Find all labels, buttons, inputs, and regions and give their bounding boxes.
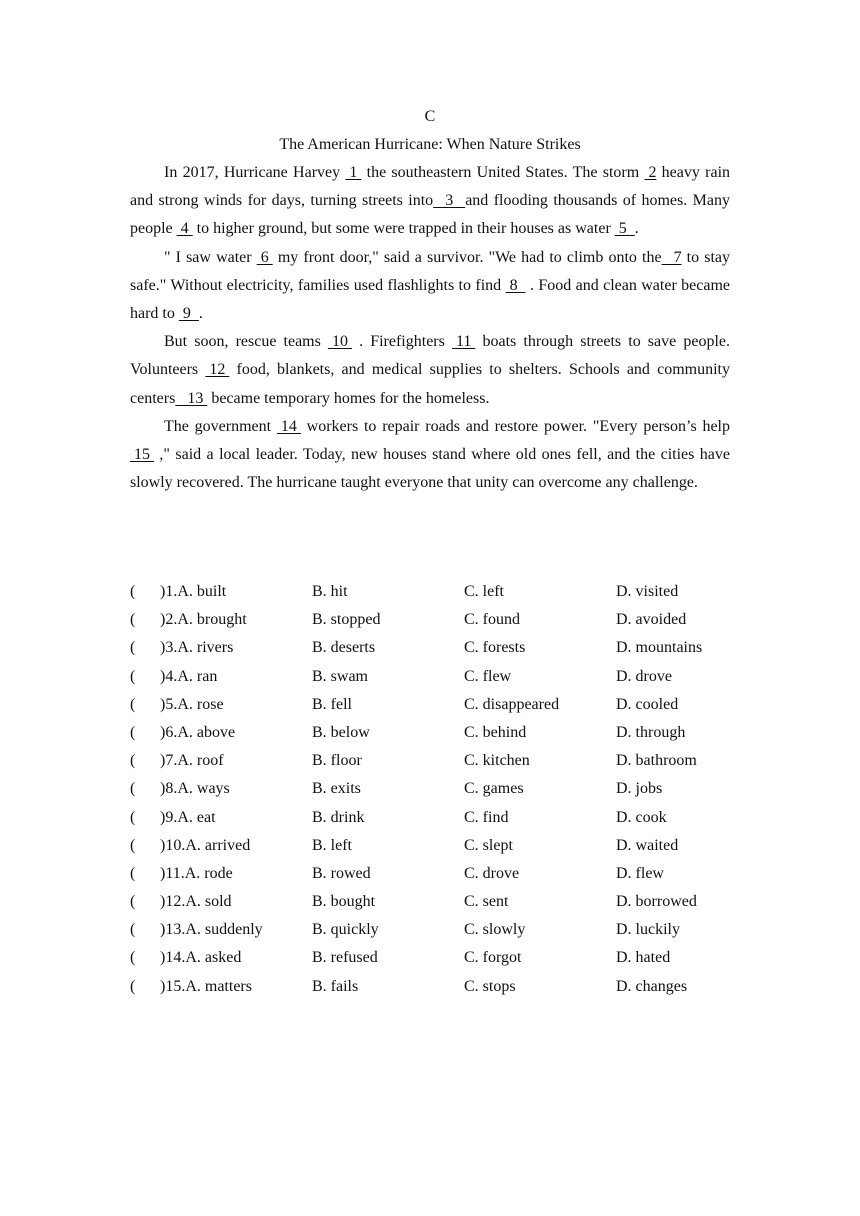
option-b: B. swam [312, 667, 368, 685]
passage-text: . Firefighters [351, 333, 452, 351]
answer-paren: ( [130, 864, 136, 882]
option-c: C. disappeared [464, 695, 560, 713]
question-row [130, 578, 750, 606]
option-b: B. bought [312, 893, 376, 911]
option-a: )5.A. rose [160, 695, 224, 713]
option-b: B. below [312, 723, 370, 741]
question-row [130, 663, 750, 691]
option-b: B. deserts [312, 639, 376, 657]
option-c: C. games [464, 780, 524, 798]
option-d: D. borrowed [616, 893, 697, 911]
question-row [130, 719, 750, 747]
passage-text: . [198, 305, 203, 323]
answer-paren: ( [130, 836, 136, 854]
answer-paren: ( [130, 949, 136, 967]
option-a: )14.A. asked [160, 949, 242, 967]
option-b: B. rowed [312, 864, 371, 882]
option-d: D. avoided [616, 611, 687, 629]
option-d: D. changes [616, 977, 688, 995]
passage-text: my front door," said a survivor. "We had to climb onto the [272, 248, 662, 266]
answer-blank: 13 [175, 389, 208, 407]
question-list [130, 578, 750, 1001]
option-c: C. stops [464, 977, 516, 995]
answer-blank: 4 [176, 220, 193, 238]
option-a: )1.A. built [160, 583, 227, 600]
option-b: B. stopped [312, 611, 381, 629]
option-c: C. forgot [464, 949, 522, 967]
passage-text: to stay safe." Without electricity, families used flashlights to find [130, 248, 731, 294]
option-a: )3.A. rivers [160, 639, 234, 657]
option-a: )7.A. roof [160, 752, 224, 770]
question-row [130, 606, 750, 634]
passage-body [130, 159, 730, 497]
option-b: B. drink [312, 808, 365, 826]
option-b: B. fails [312, 977, 359, 995]
passage-paragraph [130, 159, 730, 244]
answer-paren: ( [130, 752, 136, 770]
passage-paragraph [130, 413, 730, 498]
answer-paren: ( [130, 977, 136, 995]
question-row [130, 634, 750, 662]
option-d: D. bathroom [616, 752, 697, 770]
option-c: C. flew [464, 667, 512, 685]
option-a: )4.A. ran [160, 667, 218, 685]
question-row [130, 973, 750, 1001]
section-letter: C [424, 108, 436, 125]
answer-blank: 10 [327, 333, 352, 351]
option-a: )2.A. brought [160, 611, 247, 629]
option-d: D. hated [616, 949, 671, 967]
option-d: D. mountains [616, 639, 703, 657]
option-b: B. quickly [312, 921, 379, 939]
option-d: D. waited [616, 836, 679, 854]
answer-blank: 6 [256, 248, 273, 266]
question-row [130, 832, 750, 860]
answer-paren: ( [130, 893, 136, 911]
option-c: C. forests [464, 639, 526, 657]
question-row [130, 747, 750, 775]
option-b: B. refused [312, 949, 378, 967]
answer-paren: ( [130, 921, 136, 939]
option-c: C. sent [464, 893, 509, 911]
option-b: B. left [312, 836, 352, 854]
question-row [130, 860, 750, 888]
answer-blank: 14 [276, 417, 301, 435]
option-d: D. flew [616, 864, 664, 882]
answer-blank: 5 [614, 220, 635, 238]
answer-blank: 12 [205, 361, 230, 379]
answer-paren: ( [130, 583, 136, 600]
passage-text: The government [164, 417, 277, 435]
option-b: B. exits [312, 780, 361, 798]
answer-paren: ( [130, 723, 136, 741]
option-c: C. slept [464, 836, 513, 854]
option-b: B. fell [312, 695, 352, 713]
answer-blank: 11 [451, 333, 476, 351]
passage [130, 103, 730, 497]
option-a: )12.A. sold [160, 893, 232, 911]
passage-text: food, blankets, and medical supplies to shelters. Schools and community centers [130, 361, 731, 407]
option-c: C. find [464, 808, 509, 826]
option-a: )9.A. eat [160, 808, 216, 826]
option-a: )6.A. above [160, 723, 236, 741]
answer-blank: 9 [178, 305, 199, 323]
answer-paren: ( [130, 808, 136, 826]
question-row [130, 916, 750, 944]
option-c: C. slowly [464, 921, 526, 939]
option-b: B. hit [312, 583, 348, 600]
passage-paragraph [130, 244, 730, 329]
option-d: D. jobs [616, 780, 663, 798]
passage-text: to higher ground, but some were trapped in their houses as water [192, 220, 615, 238]
answer-blank: 7 [661, 248, 682, 266]
question-row [130, 944, 750, 972]
question-row [130, 691, 750, 719]
option-d: D. luckily [616, 921, 680, 939]
option-d: D. visited [616, 583, 679, 600]
passage-text: . [634, 220, 639, 238]
passage-text: ," said a local leader. Today, new houses stand where old ones fell, and the cities have slowly recovered. The hurricane taught everyone that unity can overcome any challenge. [130, 446, 730, 492]
option-c: C. drove [464, 864, 520, 882]
option-a: )10.A. arrived [160, 836, 251, 854]
answer-paren: ( [130, 780, 136, 798]
passage-text: the southeastern United States. The storm [361, 164, 645, 181]
option-d: D. cook [616, 808, 667, 826]
option-d: D. cooled [616, 695, 679, 713]
answer-paren: ( [130, 667, 136, 685]
passage-paragraph [130, 328, 730, 413]
answer-blank: 2 [644, 164, 657, 181]
question-row [130, 804, 750, 832]
answer-paren: ( [130, 639, 136, 657]
option-c: C. behind [464, 723, 527, 741]
option-c: C. found [464, 611, 520, 629]
passage-text: " I saw water [164, 248, 257, 266]
answer-blank: 1 [345, 164, 362, 181]
passage-text: became temporary homes for the homeless. [207, 389, 490, 407]
passage-text: workers to repair roads and restore power. "Every person’s help [300, 417, 731, 435]
passage-text: heavy rain and strong winds for days, turning streets into [130, 164, 731, 210]
passage-text: boats through streets to save people. Volunteers [130, 333, 730, 379]
answer-paren: ( [130, 695, 136, 713]
option-c: C. kitchen [464, 752, 530, 770]
passage-text: But soon, rescue teams [164, 333, 328, 351]
passage-title: The American Hurricane: When Nature Strikes [279, 136, 581, 153]
option-a: )13.A. suddenly [160, 921, 263, 939]
option-a: )8.A. ways [160, 780, 230, 798]
option-c: C. left [464, 583, 504, 600]
answer-blank: 3 [433, 192, 466, 210]
option-d: D. through [616, 723, 686, 741]
option-b: B. floor [312, 752, 362, 770]
option-d: D. drove [616, 667, 672, 685]
answer-blank: 15 [130, 446, 154, 464]
question-row [130, 775, 750, 803]
answer-blank: 8 [505, 276, 526, 294]
passage-text: and flooding thousands of homes. Many people [130, 192, 731, 238]
option-a: )11.A. rode [160, 864, 233, 882]
option-a: )15.A. matters [160, 977, 252, 995]
answer-paren: ( [130, 611, 136, 629]
passage-text: . Food and clean water became hard to [130, 276, 731, 323]
passage-text: In 2017, Hurricane Harvey [164, 164, 346, 181]
question-row [130, 888, 750, 916]
